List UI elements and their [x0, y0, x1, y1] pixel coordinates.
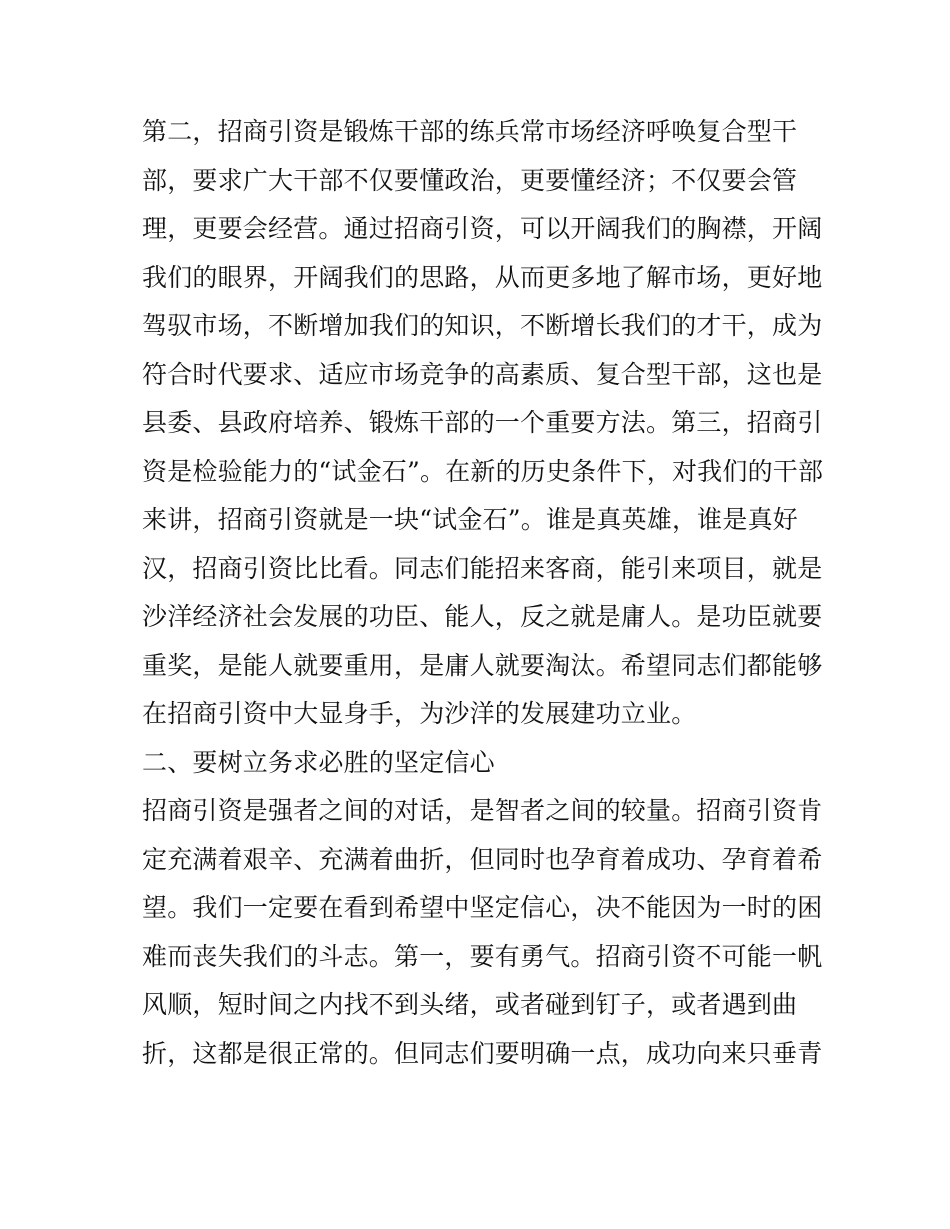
text-line: 来讲，招商引资就是一块“试金石”。谁是真英雄，谁是真好	[142, 505, 798, 534]
text-line: 定充满着艰辛、充满着曲折，但同时也孕育着成功、孕育着希	[142, 844, 823, 874]
text-line: 部，要求广大干部不仅要懂政治，更要懂经济；不仅要会管	[142, 165, 798, 195]
text-line: 重奖，是能人就要重用，是庸人就要淘汰。希望同志们都能够	[142, 650, 823, 680]
text-line: 风顺，短时间之内找不到头绪，或者碰到钉子，或者遇到曲	[142, 990, 798, 1019]
text-line: 在招商引资中大显身手，为沙洋的发展建功立业。	[142, 699, 697, 728]
text-line: 望。我们一定要在看到希望中坚定信心，决不能因为一时的困	[142, 893, 823, 922]
text-line: 沙洋经济社会发展的功臣、能人，反之就是庸人。是功臣就要	[142, 602, 823, 631]
text-line: 汉，招商引资比比看。同志们能招来客商，能引来项目，就是	[142, 553, 823, 583]
section-heading: 二、要树立务求必胜的坚定信心	[142, 747, 495, 777]
text-line: 驾驭市场，不断增加我们的知识，不断增长我们的才干，成为	[142, 311, 823, 340]
text-line: 难而丧失我们的斗志。第一，要有勇气。招商引资不可能一帆	[142, 941, 823, 971]
body-text	[142, 108, 822, 1078]
text-line: 招商引资是强者之间的对话，是智者之间的较量。招商引资肯	[142, 796, 823, 825]
text-line: 县委、县政府培养、锻炼干部的一个重要方法。第三，招商引	[142, 408, 823, 437]
text-line: 符合时代要求、适应市场竞争的高素质、复合型干部，这也是	[142, 359, 823, 389]
text-line: 折，这都是很正常的。但同志们要明确一点，成功向来只垂青	[142, 1038, 823, 1068]
text-line: 第二，招商引资是锻炼干部的练兵常市场经济呼唤复合型干	[142, 117, 798, 146]
text-line: 资是检验能力的“试金石”。在新的历史条件下，对我们的干部	[142, 456, 824, 486]
text-line: 理，更要会经营。通过招商引资，可以开阔我们的胸襟，开阔	[142, 214, 823, 243]
text-line: 我们的眼界，开阔我们的思路，从而更多地了解市场，更好地	[142, 262, 823, 292]
